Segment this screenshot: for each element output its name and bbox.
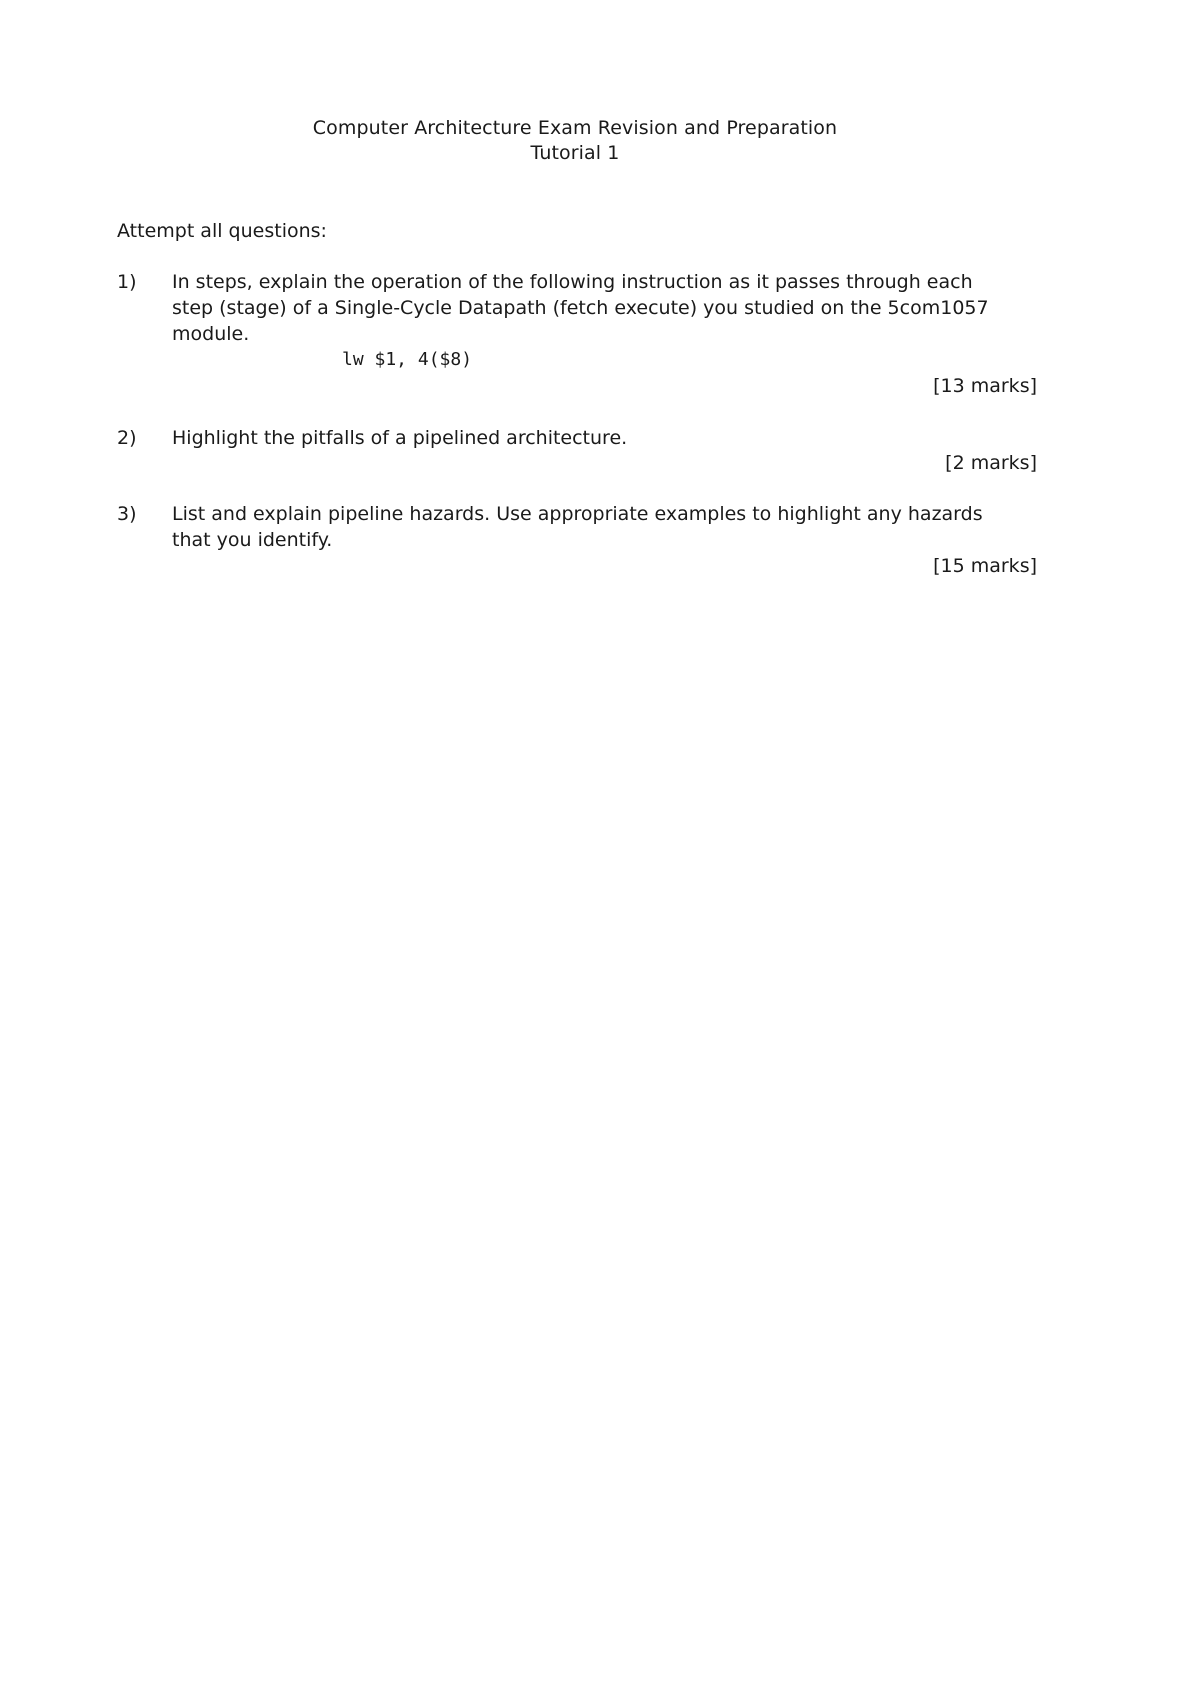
- question-line: module.: [172, 323, 250, 345]
- question-text: [172, 269, 1032, 373]
- question-line: step (stage) of a Single-Cycle Datapath (fetch execute) you studied on the 5com1057: [172, 297, 989, 319]
- question-line: In steps, explain the operation of the following instruction as it passes through each: [172, 271, 973, 293]
- document-subtitle: Tutorial 1: [530, 142, 620, 164]
- question-text: [172, 501, 1032, 553]
- question-line: List and explain pipeline hazards. Use appropriate examples to highlight any hazards: [172, 503, 983, 525]
- question-marks: [15 marks]: [933, 555, 1037, 577]
- question-marks: [13 marks]: [933, 375, 1037, 397]
- instructions-text: Attempt all questions:: [117, 220, 327, 242]
- question-marks: [2 marks]: [945, 452, 1037, 474]
- question-line: that you identify.: [172, 529, 333, 551]
- question-number: 1): [117, 271, 137, 293]
- question-text: [172, 425, 1032, 451]
- document-title: Computer Architecture Exam Revision and Preparation: [312, 117, 838, 139]
- question-number: 2): [117, 427, 137, 449]
- question-number: 3): [117, 503, 137, 525]
- instruction-code: lw $1, 4($8): [342, 349, 473, 370]
- question-line: Highlight the pitfalls of a pipelined architecture.: [172, 427, 628, 449]
- document-header: [0, 116, 1150, 166]
